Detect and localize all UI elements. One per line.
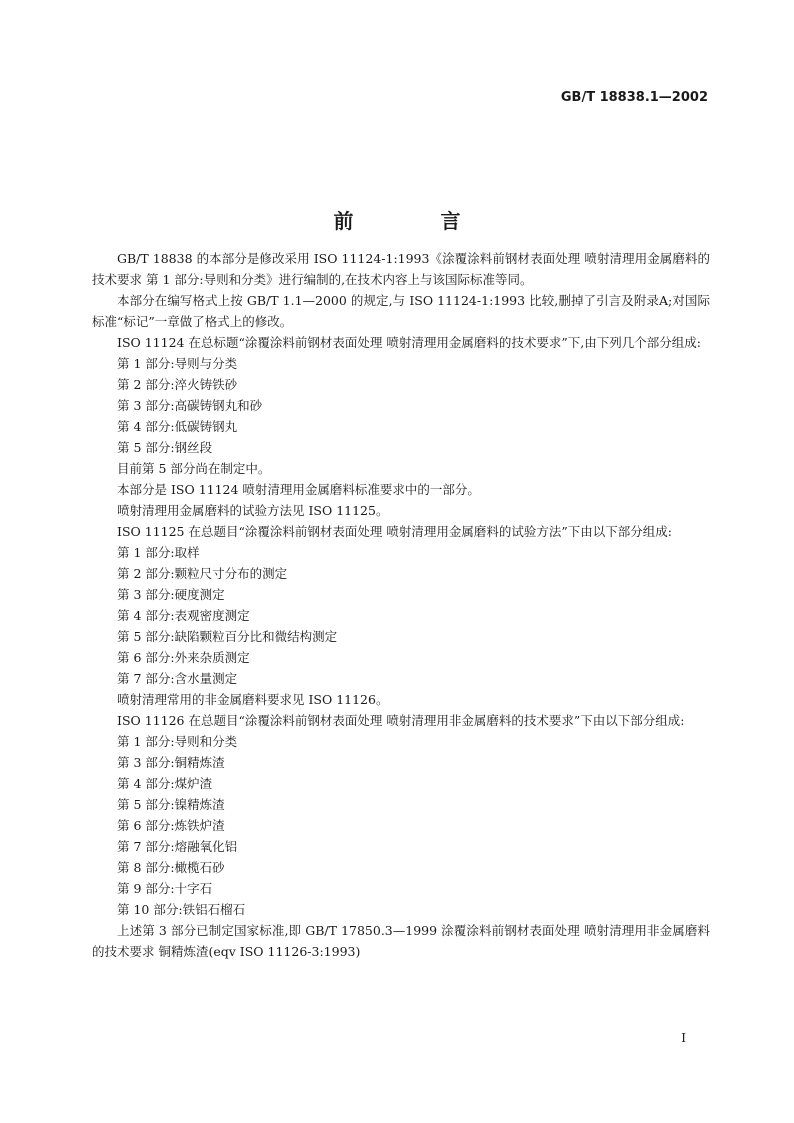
- list-item: 第 1 部分:导则和分类: [117, 734, 238, 749]
- list-item: 第 8 部分:橄榄石砂: [117, 860, 225, 875]
- paragraph: ISO 11126 在总题目“涂覆涂料前钢材表面处理 喷射清理用非金属磨料的技术要求”下由以下部分组成:: [117, 713, 685, 728]
- list-item: 第 3 部分:硬度测定: [117, 587, 225, 602]
- list-item: 第 4 部分:煤炉渣: [117, 776, 213, 791]
- list-item: 第 4 部分:低碳铸钢丸: [117, 419, 238, 434]
- standard-code: GB/T 18838.1—2002: [560, 90, 708, 105]
- list-item: 第 4 部分:表观密度测定: [117, 608, 250, 623]
- document-body: [92, 248, 710, 962]
- list-item: 第 7 部分:含水量测定: [117, 671, 238, 686]
- paragraph: ISO 11125 在总题目“涂覆涂料前钢材表面处理 喷射清理用金属磨料的试验方法”下由以下部分组成:: [117, 524, 672, 539]
- paragraph: 本部分是 ISO 11124 喷射清理用金属磨料标准要求中的一部分。: [117, 482, 480, 497]
- list-item: 第 1 部分:导则与分类: [117, 356, 238, 371]
- list-item: 第 5 部分:钢丝段: [117, 440, 213, 455]
- page-title: 前 言: [333, 209, 501, 233]
- paragraph: 本部分在编写格式上按 GB/T 1.1—2000 的规定,与 ISO 11124-1:1993 比较,删掉了引言及附录A;对国际标准“标记”一章做了格式上的修改。: [92, 293, 710, 329]
- paragraph: 上述第 3 部分已制定国家标准,即 GB/T 17850.3—1999 涂覆涂料前钢材表面处理 喷射清理用非金属磨料的技术要求 铜精炼渣(eqv ISO 11126-3:1993): [92, 923, 710, 959]
- list-item: 第 2 部分:淬火铸铁砂: [117, 377, 238, 392]
- paragraph: 喷射清理用金属磨料的试验方法见 ISO 11125。: [117, 503, 389, 518]
- list-item: 第 5 部分:缺陷颗粒百分比和微结构测定: [117, 629, 338, 644]
- list-item: 第 6 部分:炼铁炉渣: [117, 818, 225, 833]
- paragraph: 目前第 5 部分尚在制定中。: [117, 461, 271, 476]
- list-item: 第 2 部分:颗粒尺寸分布的测定: [117, 566, 288, 581]
- list-item: 第 3 部分:高碳铸钢丸和砂: [117, 398, 263, 413]
- list-item: 第 7 部分:熔融氧化铝: [117, 839, 238, 854]
- paragraph: GB/T 18838 的本部分是修改采用 ISO 11124-1:1993《涂覆涂料前钢材表面处理 喷射清理用金属磨料的技术要求 第 1 部分:导则和分类》进行编制的,在技术内容上与该国际标准等同。: [92, 251, 710, 287]
- list-item: 第 3 部分:铜精炼渣: [117, 755, 225, 770]
- page-number: I: [681, 1031, 686, 1045]
- list-item: 第 9 部分:十字石: [117, 881, 213, 896]
- list-item: 第 6 部分:外来杂质测定: [117, 650, 250, 665]
- paragraph: ISO 11124 在总标题“涂覆涂料前钢材表面处理 喷射清理用金属磨料的技术要求”下,由下列几个部分组成:: [117, 335, 701, 350]
- list-item: 第 1 部分:取样: [117, 545, 200, 560]
- list-item: 第 5 部分:镍精炼渣: [117, 797, 225, 812]
- paragraph: 喷射清理常用的非金属磨料要求见 ISO 11126。: [117, 692, 389, 707]
- list-item: 第 10 部分:铁铝石榴石: [117, 902, 246, 917]
